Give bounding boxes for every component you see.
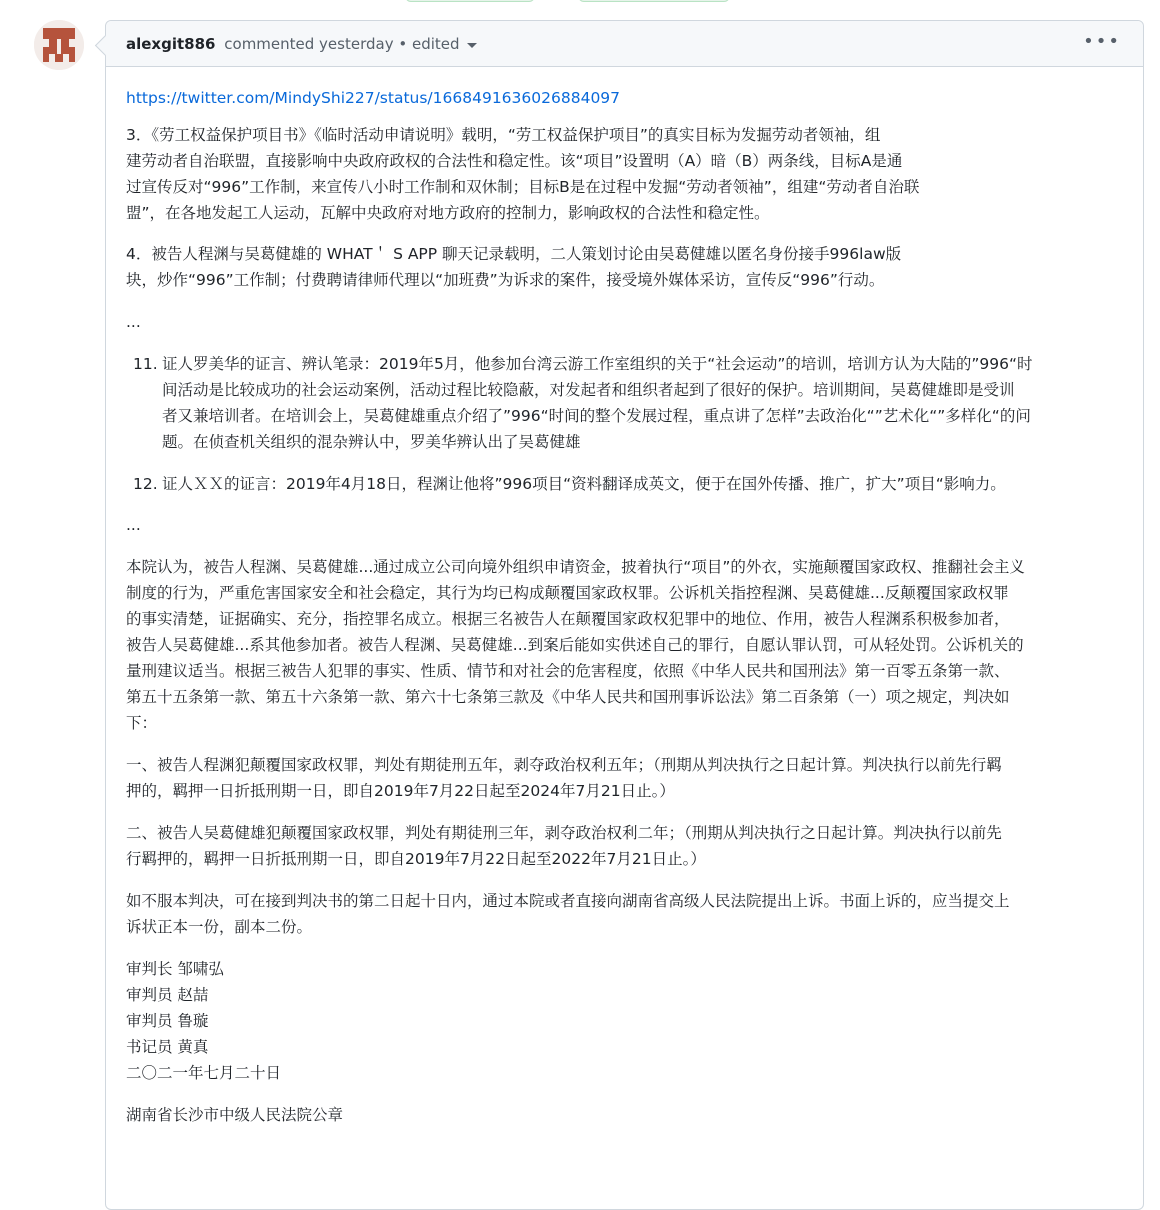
author-link[interactable]: alexgit886	[126, 35, 216, 53]
ordered-list	[126, 351, 1126, 497]
list-number: 11.	[133, 355, 158, 373]
court-opinion	[126, 554, 1126, 736]
text-line: 诉状正本一份，副本二份。	[126, 918, 313, 936]
text-line: 第五十五条第一款、第五十六条第一款、第六十七条第三款及《中华人民共和国刑事诉讼法》第二百条第（一）项之规定，判决如	[126, 688, 1010, 706]
signature-date: 二〇二一年七月二十日	[126, 1064, 282, 1082]
paragraph-4	[126, 241, 1126, 293]
signature-line: 审判员 赵喆	[126, 986, 209, 1004]
text-line: 一、被告人程渊犯颠覆国家政权罪，判处有期徒刑五年，剥夺政治权利五年；（刑期从判决执行之日起计算。判决执行以前先行羁	[126, 756, 1002, 774]
list-item	[126, 351, 1126, 455]
edited-dropdown[interactable]	[398, 35, 476, 53]
edited-label: • edited	[398, 35, 460, 53]
identicon-icon	[34, 20, 84, 70]
text-line: 盟”，在各地发起工人运动，瓦解中央政府对地方政府的控制力，影响政权的合法性和稳定性。	[126, 204, 770, 222]
text-line: 4．被告人程渊与吴葛健雄的 WHAT＇ S APP 聊天记录载明，二人策划讨论由吴葛健雄以匿名身份接手996law版	[126, 245, 902, 263]
text-line: 被告人吴葛健雄...系其他参加者。被告人程渊、吴葛健雄...到案后能如实供述自己的罪行，自愿认罪认罚，可从轻处罚。公诉机关的	[126, 636, 1024, 654]
timeline-gutter	[0, 0, 100, 1195]
text-line: 如不服本判决，可在接到判决书的第二日起十日内，通过本院或者直接向湖南省高级人民法院提出上诉。书面上诉的，应当提交上	[126, 892, 1010, 910]
list-item	[126, 471, 1126, 497]
text-line: 行羁押的，羁押一日折抵刑期一日，即自2019年7月22日起至2022年7月21日止。）	[126, 850, 706, 868]
comment-options-button[interactable]: •••	[1083, 31, 1121, 52]
ellipsis: ...	[126, 313, 141, 331]
comment-card	[105, 20, 1144, 1210]
text-line: 块，炒作“996”工作制；付费聘请律师代理以“加班费”为诉求的案件，接受境外媒体采访，宣传反“996”行动。	[126, 271, 885, 289]
text-line: 题。在侦查机关组织的混杂辨认中，罗美华辨认出了吴葛健雄	[162, 433, 581, 451]
text-line: 建劳动者自治联盟，直接影响中央政府政权的合法性和稳定性。该“项目”设置明（A）暗（B）两条线，目标A是通	[126, 152, 903, 170]
verdict-2	[126, 820, 1126, 872]
comment-header	[106, 21, 1143, 67]
signature-block	[126, 956, 1126, 1086]
text-line: 证人罗美华的证言、辨认笔录：2019年5月，他参加台湾云游工作室组织的关于“社会运动”的培训，培训方认为大陆的”996“时	[162, 355, 1033, 373]
avatar[interactable]	[34, 20, 84, 70]
comment-timestamp[interactable]: commented yesterday	[224, 35, 394, 53]
list-number: 12.	[133, 475, 158, 493]
text-line: 制度的行为，严重危害国家安全和社会稳定，其行为均已构成颠覆国家政权罪。公诉机关指控程渊、吴葛健雄...反颠覆国家政权罪	[126, 584, 1009, 602]
signature-line: 审判员 鲁璇	[126, 1012, 209, 1030]
previous-item-remnant	[0, 0, 1160, 10]
signature-line: 书记员 黄真	[126, 1038, 209, 1056]
paragraph-3	[126, 122, 1126, 226]
court-seal-text: 湖南省长沙市中级人民法院公章	[126, 1106, 344, 1124]
ellipsis: ...	[126, 516, 141, 534]
text-line: 的事实清楚，证据确实、充分，指控罪名成立。根据三名被告人在颠覆国家政权犯罪中的地位、作用，被告人程渊系积极参加者，	[126, 610, 1010, 628]
previous-button-edge	[405, 0, 535, 2]
text-line: 过宣传反对“996”工作制，来宣传八小时工作制和双休制；目标B是在过程中发掘“劳动者领袖”，组建“劳动者自治联	[126, 178, 920, 196]
text-line: 证人ＸＸ的证言：2019年4月18日，程渊让他将”996项目“资料翻译成英文，便于在国外传播、推广，扩大”项目“影响力。	[162, 475, 1006, 493]
text-line: 者又兼培训者。在培训会上，吴葛健雄重点介绍了”996“时间的整个发展过程，重点讲了怎样”去政治化“”艺术化“”多样化“的问	[162, 407, 1031, 425]
appeal-notice	[126, 888, 1126, 940]
text-line: 量刑建议适当。根据三被告人犯罪的事实、性质、情节和对社会的危害程度，依照《中华人民共和国刑法》第一百零五条第一款、	[126, 662, 1010, 680]
previous-button-edge	[578, 0, 730, 2]
text-line: 本院认为，被告人程渊、吴葛健雄...通过成立公司向境外组织申请资金，披着执行“项目”的外衣，实施颠覆国家政权、推翻社会主义	[126, 558, 1025, 576]
text-line: 3．《劳工权益保护项目书》《临时活动申请说明》载明，“劳工权益保护项目”的真实目标为发掘劳动者领袖，组	[126, 126, 881, 144]
chevron-down-icon	[467, 43, 477, 48]
signature-line: 审判长 邹啸弘	[126, 960, 224, 978]
text-line: 二、被告人吴葛健雄犯颠覆国家政权罪，判处有期徒刑三年，剥夺政治权利二年；（刑期从判决执行之日起计算。判决执行以前先	[126, 824, 1002, 842]
comment-body	[126, 85, 1126, 1128]
text-line: 下：	[126, 714, 158, 732]
verdict-1	[126, 752, 1126, 804]
tweet-link[interactable]: https://twitter.com/MindyShi227/status/1668491636026884097	[126, 89, 621, 107]
text-line: 押的，羁押一日折抵刑期一日，即自2019年7月22日起至2024年7月21日止。）	[126, 782, 675, 800]
comment-meta	[126, 34, 477, 54]
text-line: 间活动是比较成功的社会运动案例，活动过程比较隐蔽，对发起者和组织者起到了很好的保护。培训期间，吴葛健雄即是受训	[162, 381, 1015, 399]
